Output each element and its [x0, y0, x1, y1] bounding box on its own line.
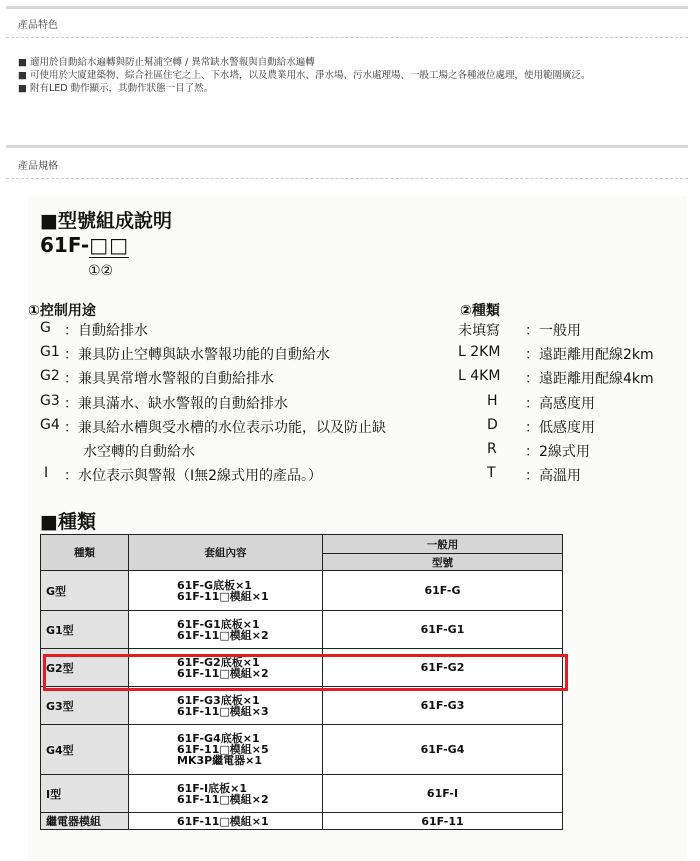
- specs-section-header: [6, 145, 688, 179]
- usage-desc: ：兼具異常增水警報的自動給排水: [64, 371, 274, 387]
- header-general: 一般用: [323, 535, 563, 554]
- header-type: 種類: [41, 535, 129, 571]
- kind-code: L 4KM: [458, 368, 501, 384]
- model-cell: 61F-G4: [323, 725, 563, 775]
- usage-code: G4: [40, 417, 60, 433]
- features-section-header: [6, 6, 688, 38]
- kit-line: MK3P繼電器×1: [177, 754, 263, 767]
- usage-desc: ：水位表示與警報（I無2線式用的產品。）: [64, 468, 323, 484]
- kinds-title: ②種類: [460, 303, 500, 319]
- type-cell: G1型: [41, 611, 129, 649]
- usage-desc: ：兼具防止空轉與缺水警報功能的自動給水: [64, 347, 330, 363]
- usage-code: G1: [40, 344, 60, 360]
- spec-image: [28, 196, 686, 861]
- feature-item: ■ 適用於自動給水遍轉與防止幫浦空轉 / 異常缺水警報與自動給水遍轉: [18, 57, 315, 68]
- usage-desc: ：自動給排水: [64, 323, 148, 339]
- usage-code: G2: [40, 368, 60, 384]
- types-table-title: ■種類: [40, 511, 96, 533]
- usage-desc: 水空轉的自動給水: [83, 444, 195, 460]
- kit-cell: [129, 813, 323, 830]
- kind-desc: ：高感度用: [525, 396, 595, 412]
- model-cell: 61F-G1: [323, 611, 563, 649]
- kind-desc: ：高溫用: [525, 468, 581, 484]
- usage-code: I: [44, 465, 49, 481]
- kind-desc: ：遠距離用配線2km: [525, 347, 654, 363]
- kind-code: H: [487, 393, 498, 409]
- kind-desc: ：低感度用: [525, 420, 595, 436]
- model-code: [40, 233, 129, 258]
- kit-line: 61F-11□模組×2: [177, 628, 269, 642]
- kind-code: L 2KM: [458, 344, 501, 360]
- header-kit: 套組內容: [129, 535, 323, 571]
- kit-line: 61F-G2底板×1: [177, 655, 260, 669]
- model-prefix: 61F-: [40, 233, 90, 257]
- features-heading: 產品特色: [18, 20, 58, 31]
- g2-highlight-box: [43, 654, 568, 691]
- usage-code: G3: [40, 393, 60, 409]
- feature-item: ■ 可使用於大廈建築物、綜合社區住宅之上、下水塔，以及農業用水、淨水場、污水處理場、一般工場之各種液位處理，使用範圍廣泛。: [18, 70, 591, 81]
- type-cell: G3型: [41, 687, 129, 725]
- table-row: [41, 687, 563, 725]
- model-cell: 61F-G3: [323, 687, 563, 725]
- usage-title: ①控制用途: [28, 303, 96, 319]
- usage-desc: ：兼具給水槽與受水槽的水位表示功能，以及防止缺: [64, 420, 386, 436]
- header-model: 型號: [323, 554, 563, 571]
- table-header-row: [41, 535, 563, 554]
- kind-code: D: [487, 417, 498, 433]
- type-cell: I型: [41, 775, 129, 813]
- kit-line: 61F-11□模組×1: [177, 589, 269, 603]
- table-row: [41, 813, 563, 830]
- table-row: [41, 611, 563, 649]
- type-cell: G2型: [41, 649, 129, 687]
- kit-line: 61F-11□模組×3: [177, 704, 269, 718]
- kind-code: R: [487, 441, 497, 457]
- kit-line: 61F-I底板×1: [177, 781, 248, 795]
- usage-desc: ：兼具滿水、缺水警報的自動給排水: [64, 396, 288, 412]
- kit-cell: [129, 775, 323, 813]
- specs-heading: 產品規格: [18, 161, 58, 172]
- usage-code: G: [40, 320, 51, 336]
- kit-cell: [129, 571, 323, 611]
- model-cell: 61F-I: [323, 775, 563, 813]
- model-cell: 61F-11: [323, 813, 563, 830]
- kit-line: 61F-G3底板×1: [177, 693, 260, 707]
- type-cell: 繼電器模組: [41, 813, 129, 830]
- model-explain-title: ■型號組成說明: [40, 210, 172, 232]
- model-boxes: □□: [89, 233, 129, 257]
- features-list: [18, 56, 682, 95]
- kit-line: 61F-11□模組×5: [177, 743, 269, 756]
- kit-cell: [129, 725, 323, 775]
- kit-line: 61F-11□模組×2: [177, 666, 269, 680]
- feature-item: ■ 附有LED 動作顯示，其動作狀態一目了然。: [18, 83, 214, 94]
- kit-cell: [129, 611, 323, 649]
- kind-code: 未填寫: [458, 323, 500, 339]
- kind-desc: ：一般用: [525, 323, 581, 339]
- table-row: [41, 775, 563, 813]
- type-cell: G4型: [41, 725, 129, 775]
- kit-cell: [129, 687, 323, 725]
- table-row: [41, 725, 563, 775]
- kit-line: 61F-11□模組×1: [177, 814, 269, 828]
- kind-code: T: [487, 465, 496, 481]
- kit-line: 61F-G底板×1: [177, 578, 252, 592]
- kit-line: 61F-G4底板×1: [177, 732, 260, 745]
- model-cell: 61F-G2: [323, 649, 563, 687]
- type-cell: G型: [41, 571, 129, 611]
- table-row: [41, 571, 563, 611]
- kit-line: 61F-11□模組×2: [177, 792, 269, 806]
- kind-desc: ：遠距離用配線4km: [525, 371, 654, 387]
- position-numbers: ①②: [88, 263, 114, 279]
- kind-desc: ：2線式用: [525, 444, 590, 460]
- model-cell: 61F-G: [323, 571, 563, 611]
- kit-line: 61F-G1底板×1: [177, 617, 260, 631]
